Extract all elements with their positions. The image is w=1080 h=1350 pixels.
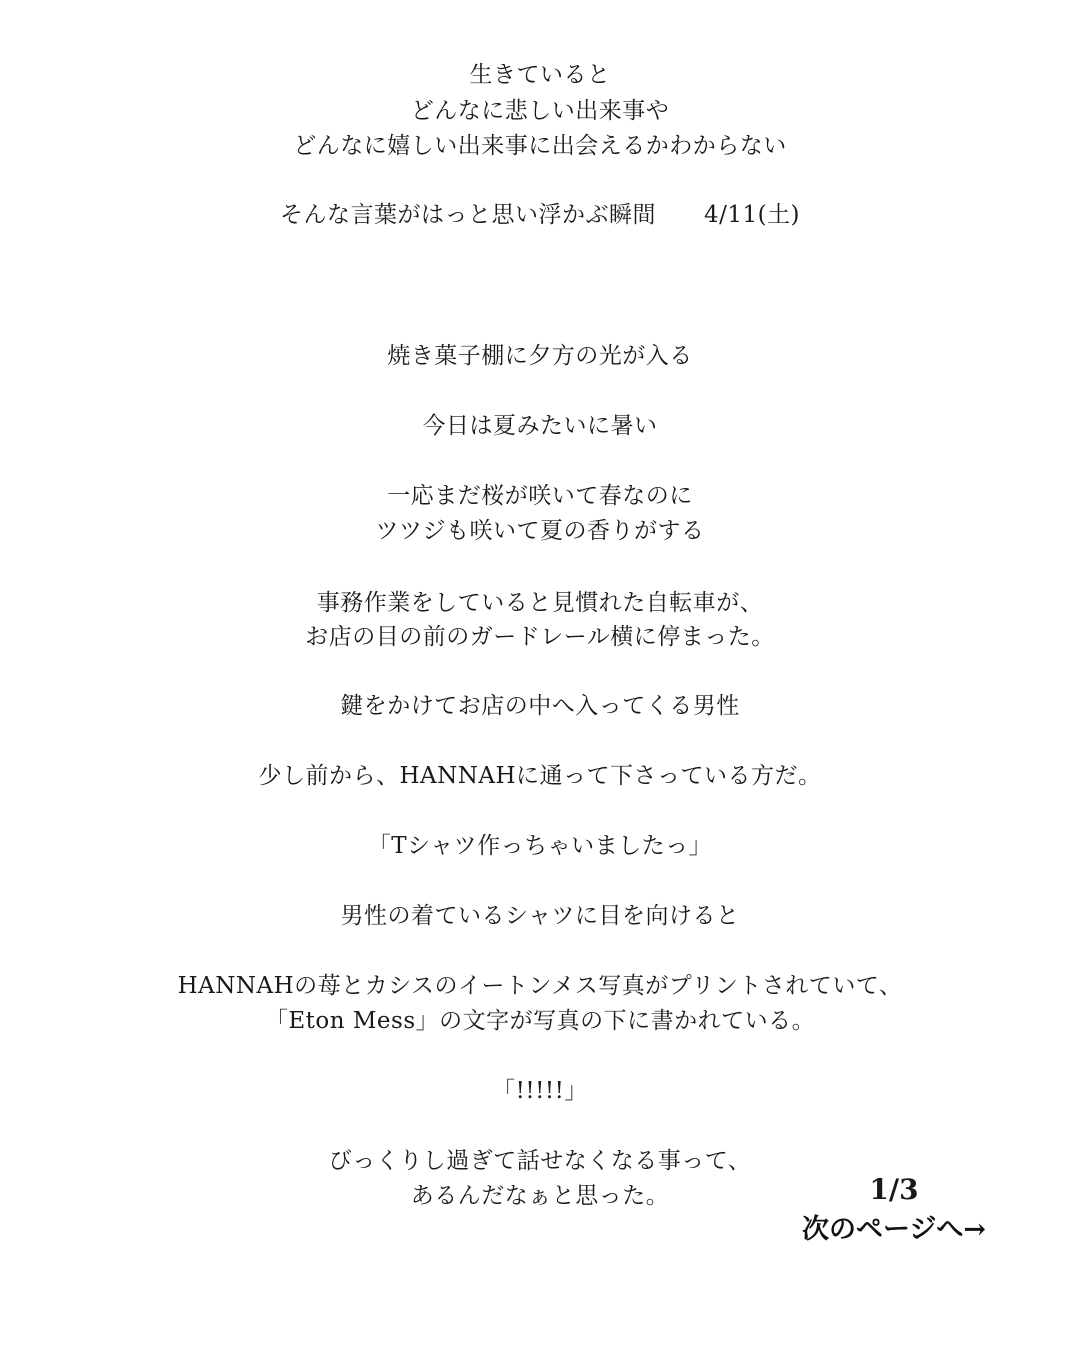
body-line: 鍵をかけてお店の中へ入ってくる男性	[340, 693, 740, 719]
body-line: 「Eton Mess」の文字が写真の下に書かれている。	[264, 1008, 816, 1034]
body-line: あるんだなぁと思った。	[410, 1183, 670, 1209]
body-line: HANNAHの苺とカシスのイートンメス写真がプリントされていて、	[177, 973, 903, 999]
page-indicator: 1/3	[869, 1173, 919, 1206]
quote-line: 「!!!!!」	[492, 1078, 588, 1104]
intro-line: 生きていると	[469, 62, 611, 88]
intro-headline: そんな言葉がはっと思い浮かぶ瞬間	[279, 202, 656, 228]
body-line: 事務作業をしていると見慣れた自転車が、	[316, 590, 764, 616]
body-line: 今日は夏みたいに暑い	[422, 413, 658, 439]
body-line: 少し前から、HANNAHに通って下さっている方だ。	[258, 763, 822, 789]
quote-line: 「Tシャツ作っちゃいましたっ」	[367, 833, 713, 859]
next-page-link[interactable]: 次のページへ→	[801, 1214, 987, 1245]
body-line: 焼き菓子棚に夕方の光が入る	[387, 343, 693, 369]
post-date: 4/11(土)	[703, 202, 801, 228]
body-line: ツツジも咲いて夏の香りがする	[375, 518, 705, 544]
intro-headline-row	[0, 198, 1080, 232]
body-line: びっくりし過ぎて話せなくなる事って、	[328, 1148, 752, 1174]
body-line: 男性の着ているシャツに目を向けると	[340, 903, 740, 929]
body-line: お店の目の前のガードレール横に停まった。	[305, 624, 775, 650]
intro-line: どんなに嬉しい出来事に出会えるかわからない	[293, 133, 787, 159]
intro-line: どんなに悲しい出来事や	[410, 98, 670, 124]
body-line: 一応まだ桜が咲いて春なのに	[387, 483, 693, 509]
